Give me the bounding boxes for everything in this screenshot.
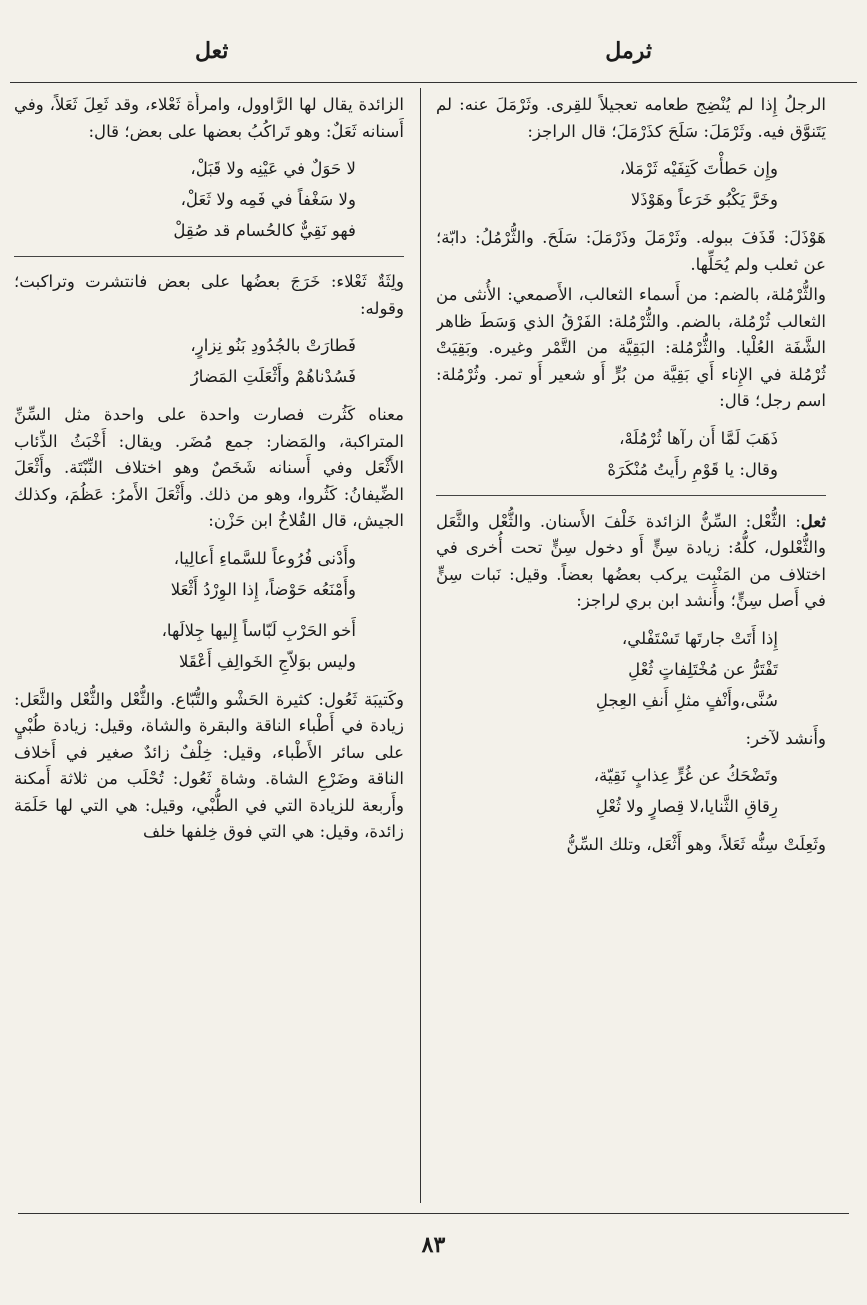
- verse-block: [14, 543, 404, 605]
- paragraph: والثُّرْمُلة، بالضم: من أَسماء الثعالب، الأَصمعي: الأُنثى من الثعالب ثُرْمُلة، بالضم. والثُّرْمُلة: الفَرْقُ الذي وَسَطَ ظاهر الشَّفَة العُلْيا. والثُّرْمُلة: البَقِيَّة من التَّمْر وغيره. وبَقِيَتْ ثُرْمُلة في الإِناء أَي بَقِيَّة من بُرٍّ أَو شعير أَو تمر. وثُرْمُلة: اسم رجل؛ قال:: [436, 285, 826, 410]
- verse-line: فَسُدْناهُمْ وأَثْعَلَتِ المَضارُ: [190, 367, 356, 386]
- running-head-left: ثعل: [195, 38, 229, 64]
- entry-headword: ثعل: [800, 510, 826, 531]
- right-column: [436, 92, 826, 1207]
- verse-line: وإِن حَطأْتَ كَتِفَيْه ثَرْمَلا،: [619, 159, 778, 178]
- verse-block: [14, 615, 404, 677]
- verse-block: [14, 330, 404, 392]
- verse-line: وتَضْحَكُ عن غُرٍّ عِذابٍ نَقِيّة،: [593, 766, 778, 785]
- verse-line: وليس بوَلاّجِ الخَوالِفِ أَعْقَلا: [178, 651, 356, 671]
- paragraph: معناه كَثُرت فصارت واحدة على واحدة مثل السِّنِّ المتراكبة، والمَضار: جمع مُضَر. ويقال: أَخْبَثُ الذِّئاب الأَثْعَل وفي أَسنانه شَخَصٌ وهو اختلاف النِّبْتَة. وأَثْعَلَ الضِّيفانُ: كَثُروا، وهو من ذلك. وأَثْعَلَ الأَمرُ: عَظُمَ، وكذلك الجيش، قال القُلاخُ ابن حَزْن:: [14, 405, 404, 530]
- verse-block: [14, 153, 404, 246]
- verse-line: سُنَّى،وأَنْفٍ مثلِ أَنفِ العِجلِ: [595, 690, 778, 710]
- paragraph: الرجلُ إِذا لم يُنْضِج طعامه تعجيلاً للقِرى. وثَرْمَلَ عنه: لم يَتَنوَّق فيه. وثَرْمَلَ: سَلَحَ كذَرْمَلَ؛ قال الراجز:: [436, 95, 826, 141]
- left-column: [14, 92, 404, 1207]
- paragraph: ولِثَةٌ ثَعْلاء: خَرَجَ بعضُها على بعض فانتشرت وتراكبت؛ وقوله:: [14, 272, 404, 318]
- verse-line: وقال: يا قَوْمِ رأَيتُ مُنْكَرَهْ: [607, 459, 778, 479]
- verse-line: إِذا أَتَتْ جارتَها تَسْتَفْلي،: [621, 628, 778, 648]
- verse-line: تَفْتَرُّ عن مُخْتَلِفاتٍ ثُعْلِ: [628, 659, 778, 679]
- paragraph: وأَنشد لآخر:: [745, 728, 826, 748]
- verse-block: [436, 423, 826, 485]
- verse-block: [436, 623, 826, 716]
- paragraph: وكَتيبَة ثَعُول: كثيرة الحَشْو والتُّبّاع. والثُّعْل والثُّعْل والثَّعَل: زيادة في أَطْباء الناقة والبقرة والشاة، وقيل: زيادة طُبْيٍ على سائر الأَطْباء، وقيل: خِلْفٌ زائدٌ صغير في أَخلاف الناقة وضَرْعِ الشاة. وشاة ثَعُول: تُحْلَب من ثلاثة أَمكنة وأَربعة للزيادة التي في الطُّبْي، وقيل: هي التي لها حَلَمَة زائدة، وقيل: هي التي فوق خِلفها خلف: [14, 689, 404, 841]
- verse-line: وخَرَّ يَكْبُو خَرَعاً وهَوْذَلا: [630, 190, 778, 209]
- paragraph: الزائدة يقال لها الرَّاوول، وامرأَة ثَعْلاء، وقد ثَعِلَ ثَعَلاً، وفي أَسنانه ثَعَلٌ: وهو تَراكُبُ بعضها على بعض؛ قال:: [14, 95, 404, 141]
- verse-line: فَطارَتْ بالجُدُودِ بَنُو نِزارٍ،: [190, 336, 356, 355]
- running-head-right: ثرمل: [605, 38, 652, 64]
- footer-rule: [18, 1213, 849, 1214]
- verse-line: وأَدْنى فُرُوعاً للسَّماءِ أَعالِيا،: [173, 548, 356, 568]
- paragraph: هَوْذَلَ: قَذَفَ ببوله. وثَرْمَلَ وذَرْمَلَ: سَلَحَ. والثُّرْمُلُ: دابّة؛ عن ثعلب ولم يُحَلِّها.: [436, 228, 826, 274]
- verse-line: ذَهَبَ لَمَّا أَن رآها ثُرْمُلَهْ،: [619, 428, 778, 448]
- paragraph: وثَعِلَتْ سِنُّه ثَعَلاً، وهو أَثْعَل، وتلك السِّنُّ: [566, 835, 826, 854]
- verse-line: ولا سَغْفاً في فَمِه ولا ثَعَلْ،: [180, 190, 356, 209]
- verse-line: وأَمْنَعُه حَوْضاً، إِذا الوِرْدُ أَثْعَلا: [170, 579, 356, 599]
- verse-line: لا حَوَلٌ في عَيْنِه ولا قَبَلْ،: [190, 159, 356, 178]
- verse-line: أَخو الحَرْبِ لَبّاساً إِليها جِلالَها،: [161, 620, 356, 640]
- verse-line: فهو نَقِيٌّ كالحُسام قد صُقِلْ: [173, 221, 356, 240]
- column-divider: [420, 88, 421, 1203]
- header-rule: [10, 82, 857, 83]
- paragraph: [436, 508, 826, 615]
- verse-block: [436, 153, 826, 215]
- section-rule: [14, 256, 404, 257]
- verse-line: رِقاقِ الثَّنايا،لا قِصارٍ ولا ثُعْلِ: [595, 797, 778, 816]
- entry-separator: [436, 495, 826, 496]
- entry-text: : الثُّعْل: السِّنُّ الزائدة خَلْفَ الأَسنان. والثُّعْل والثَّعَل والثُّعْلول، كلُّهُ: زيادة سِنٍّ أَو دخول سِنٍّ تحت أُخرى في اختلاف من المَنْبِت يركب بعضُها بعضاً. وقيل: نَبات سِنٍّ في أَصل سِنٍّ؛ وأَنشد ابن بري لراجز:: [436, 511, 826, 610]
- verse-block: [436, 760, 826, 822]
- page-number: ٨٣: [421, 1232, 446, 1258]
